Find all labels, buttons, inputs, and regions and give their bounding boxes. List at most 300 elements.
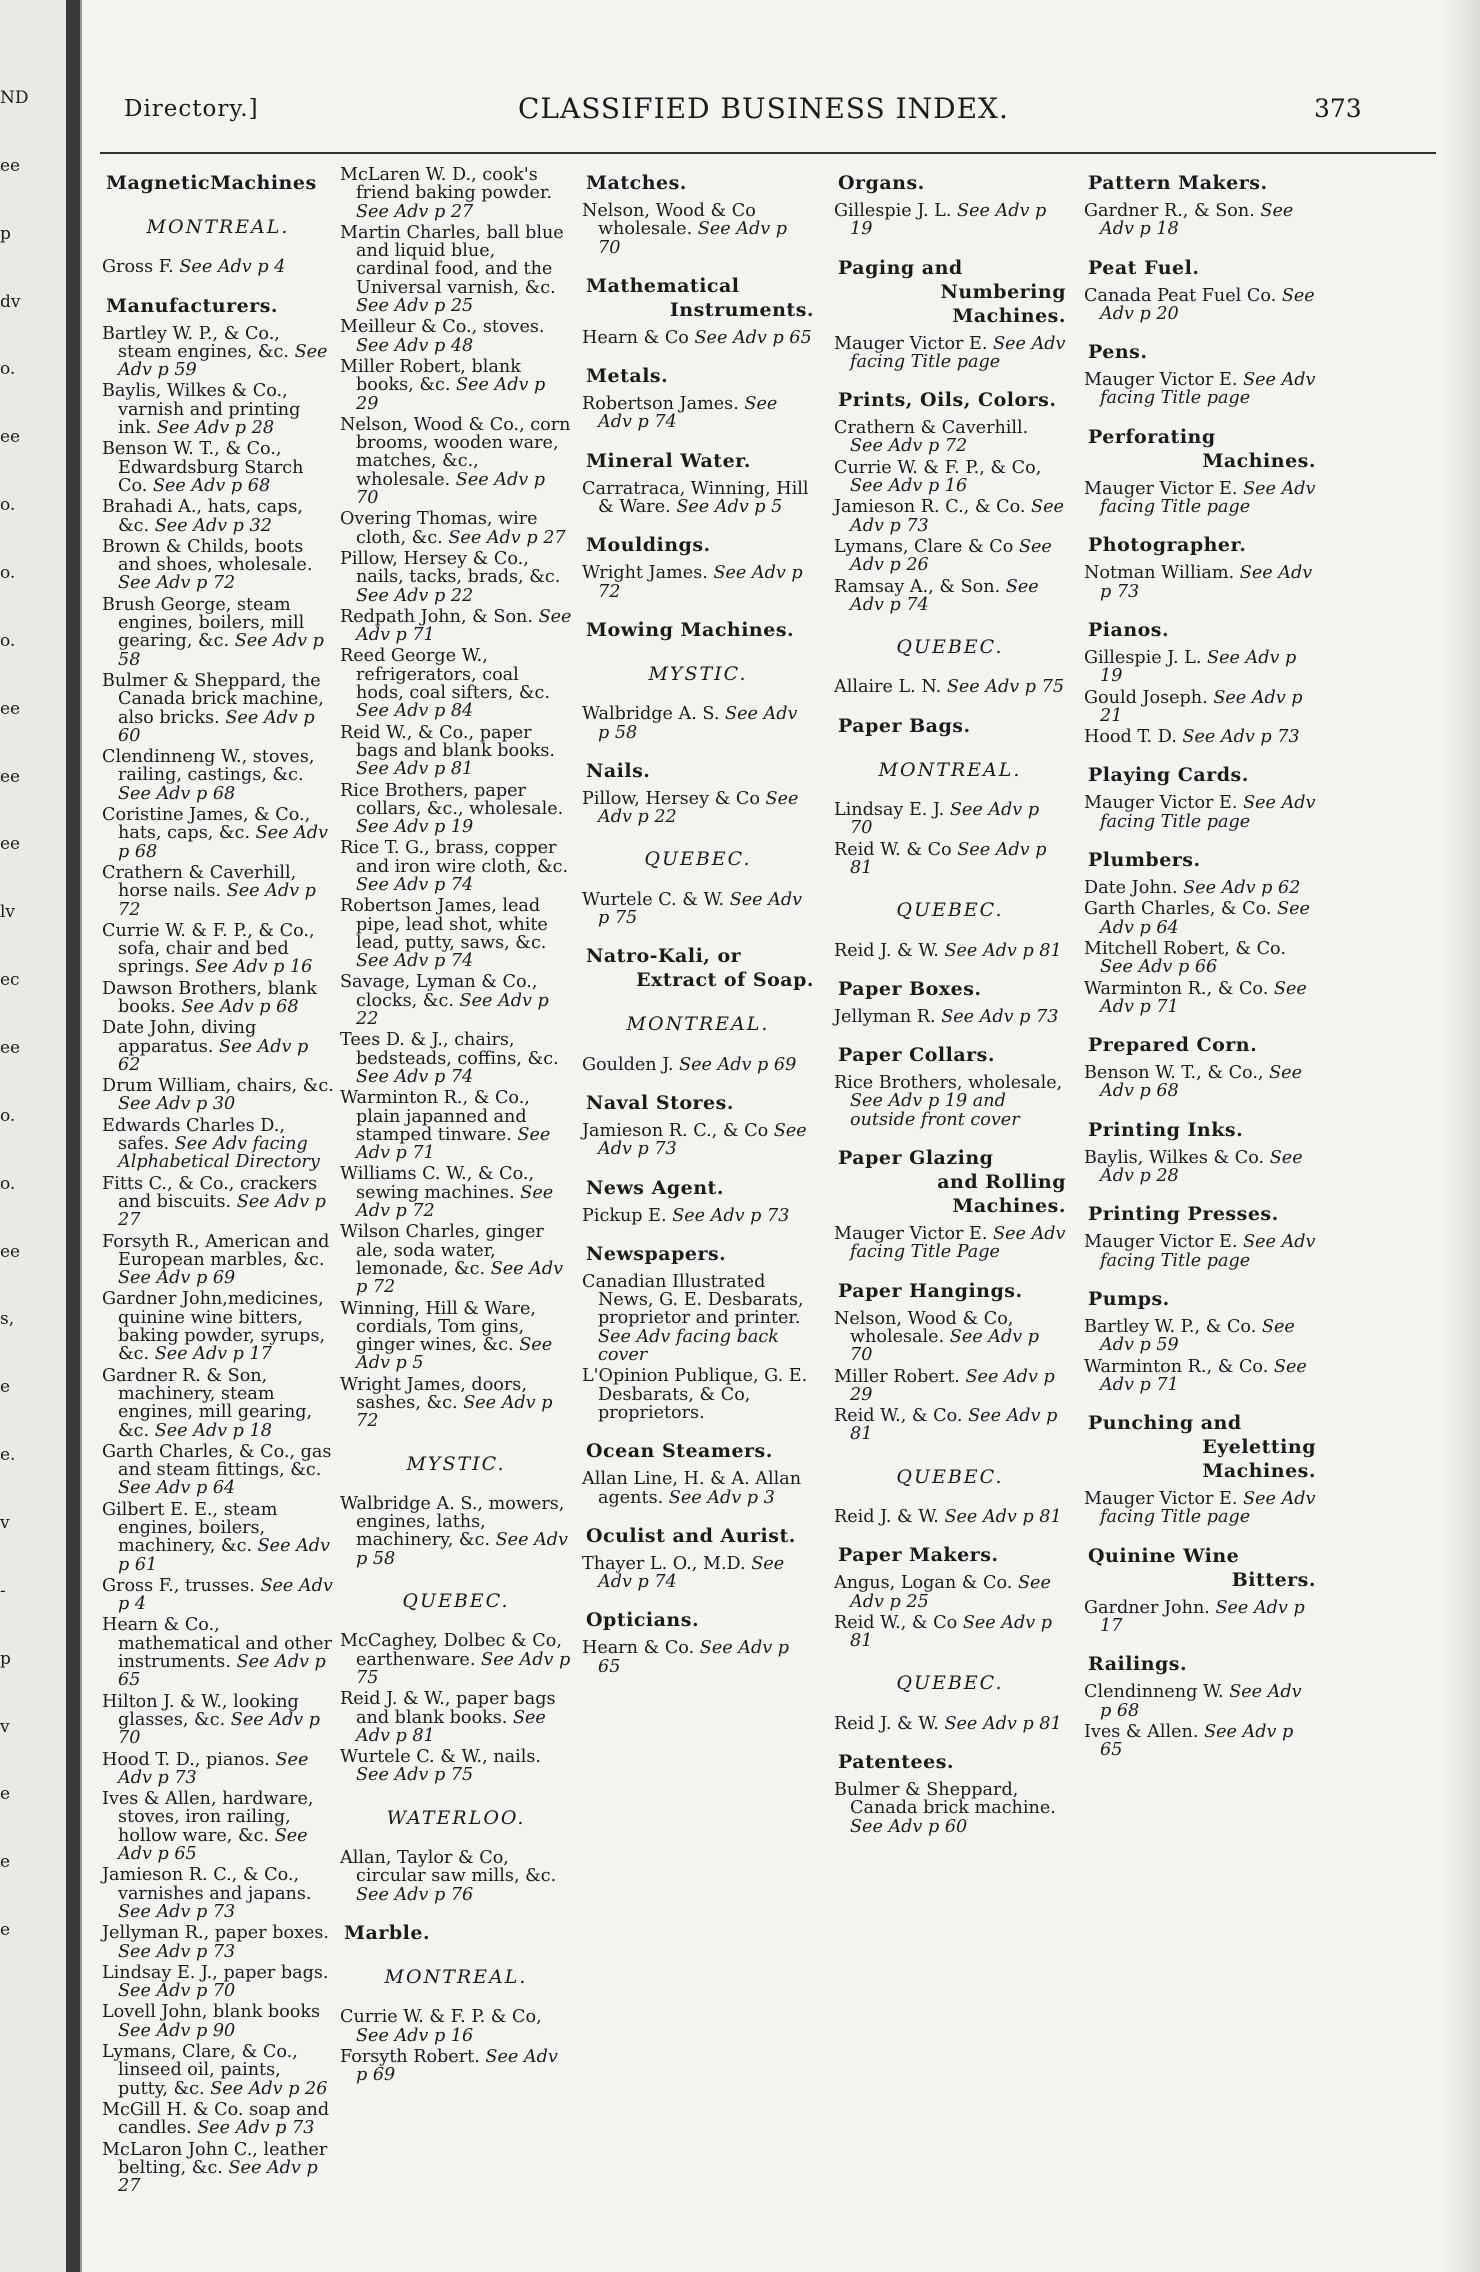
advert-reference: See Adv p 81 (850, 1612, 1053, 1652)
business-name: Canadian Illustrated News, G. E. Desbarats, proprietor and printer. (582, 1271, 804, 1329)
business-entry (340, 724, 572, 779)
business-name: Bartley W. P., & Co. (1084, 1316, 1257, 1337)
category-heading: Paper Collars. (838, 1044, 995, 1067)
advert-reference: See Adv p 73 (197, 2118, 315, 2139)
business-entry (340, 166, 572, 221)
category-heading: Oculist and Aurist. (586, 1524, 796, 1547)
previous-page-fragment: ee (0, 155, 21, 176)
category-heading: Manufacturers. (106, 294, 279, 317)
business-name: Brahadi A., hats, caps, &c. (102, 497, 303, 536)
business-name: Jellyman R., paper boxes. (102, 1923, 330, 1944)
business-name: Reed George W., refrigerators, coal hods, coal sifters, &c. (340, 646, 550, 704)
category-heading-continued: Machines. (1202, 1460, 1316, 1483)
business-name: Lymans, Clare, & Co., linseed oil, paints, putty, &c. (102, 2042, 298, 2099)
advert-reference: See Adv facing Title page (1100, 478, 1316, 518)
advert-reference: See Adv p 5 (356, 1335, 553, 1374)
city-subheading: WATERLOO. (386, 1806, 526, 1829)
business-name: Brown & Childs, boots and shoes, wholesale. (102, 536, 313, 576)
city-subheading: MONTREAL. (626, 1013, 770, 1036)
business-entry (102, 1290, 334, 1363)
previous-page-fragment: ee (0, 427, 21, 448)
business-name: Crathern & Caverhill. (834, 418, 1029, 439)
city-subheading: QUEBEC. (896, 636, 1004, 659)
business-name: Notman William. (1084, 563, 1235, 584)
category-heading: Ocean Steamers. (586, 1440, 773, 1463)
category-heading: Natro-Kali, or (586, 945, 742, 968)
business-entry (102, 2003, 334, 2040)
city-subheading: MONTREAL. (146, 216, 290, 238)
business-name: Robertson James, lead pipe, lead shot, white lead, putty, saws, &c. (340, 896, 548, 953)
business-entry (102, 1616, 334, 1689)
business-name: Mitchell Robert, & Co. (1084, 938, 1286, 959)
business-name: Mauger Victor E. (1084, 793, 1238, 814)
business-name: Mauger Victor E. (1084, 1232, 1238, 1253)
advert-reference: See Adv p 69 (679, 1054, 797, 1075)
advert-reference: See Adv p 61 (118, 1536, 331, 1575)
advert-reference: See Adv p 74 (356, 874, 474, 895)
business-entry (102, 980, 334, 1017)
advert-reference: See Adv p 22 (356, 585, 474, 606)
city-subheading: MONTREAL. (878, 758, 1022, 781)
business-entry (102, 1117, 334, 1172)
advert-reference: See Adv p 18 (154, 1420, 272, 1441)
advert-reference: See Adv p 70 (850, 800, 1040, 839)
category-heading: Paper Boxes. (838, 977, 982, 1000)
business-entry (102, 806, 334, 861)
business-entry (834, 1008, 1066, 1026)
business-entry (102, 922, 334, 977)
category-heading: Paper Glazing (838, 1147, 994, 1170)
business-name: Reid J. & W. (834, 1713, 939, 1734)
advert-reference: See Adv p 65 (598, 1638, 789, 1677)
advert-reference: See Adv facing Title page (850, 333, 1066, 372)
business-name: Drum William, chairs, &c. (102, 1076, 334, 1097)
business-entry (582, 1207, 814, 1225)
business-entry (102, 382, 334, 437)
advert-reference: See Adv p 60 (850, 1816, 968, 1837)
category-heading: Patentees. (838, 1751, 955, 1774)
business-entry (834, 1508, 1066, 1526)
business-entry (340, 1495, 572, 1568)
business-name: McLaren W. D., cook's friend baking powder. (340, 165, 553, 204)
business-entry (340, 782, 572, 837)
business-name: Reid W., & Co., paper bags and blank books. (340, 722, 556, 761)
city-subheading: MYSTIC. (648, 662, 748, 685)
business-name: Gardner R. & Son, machinery, steam engines, mill gearing, &c. (102, 1365, 313, 1441)
business-entry (1084, 1233, 1316, 1270)
previous-page-fragment: - (0, 1580, 6, 1601)
advert-reference: See Adv p 74 (356, 951, 474, 972)
business-entry (1084, 1683, 1316, 1720)
business-entry (102, 1233, 334, 1288)
business-name: Nelson, Wood & Co wholesale. (582, 201, 756, 240)
advert-reference: See Adv p 73 (118, 1901, 236, 1922)
business-name: Coristine James, & Co., hats, caps, &c. (102, 805, 311, 844)
previous-page-fragment: e. (0, 1445, 16, 1466)
business-entry (102, 1866, 334, 1921)
advert-reference: See Adv p 26 (210, 2078, 328, 2099)
business-entry (1084, 689, 1316, 726)
business-entry (582, 891, 814, 928)
advert-reference: See Adv p 69 (118, 1268, 236, 1289)
business-name: Gross F., trusses. (102, 1575, 255, 1596)
business-name: Clendinneng W., stoves, railing, castings, &c. (102, 747, 315, 786)
business-entry (340, 1089, 572, 1162)
category-heading: Pumps. (1088, 1287, 1170, 1310)
advert-reference: See Adv p 70 (356, 469, 545, 509)
advert-reference: See Adv p 25 (356, 296, 474, 317)
business-entry (102, 1019, 334, 1074)
business-name: Allan Line, H. & A. Allan agents. (582, 1469, 802, 1508)
page-gutter (66, 0, 80, 2272)
business-entry (340, 416, 572, 507)
category-heading: Mouldings. (586, 534, 711, 557)
page-edge-shadow (1442, 0, 1480, 2272)
advert-reference: See Adv p 68 (118, 783, 236, 804)
business-entry (834, 1310, 1066, 1365)
business-name: Ives & Allen. (1084, 1721, 1199, 1742)
advert-reference: See Adv p 25 (850, 1573, 1051, 1612)
business-name: Warminton R., & Co. (1084, 1356, 1269, 1377)
business-entry (834, 419, 1066, 456)
business-entry (834, 335, 1066, 372)
business-name: Miller Robert, blank books, &c. (340, 356, 521, 396)
category-heading-continued: and Rolling (937, 1171, 1066, 1194)
business-name: Lymans, Clare & Co (834, 536, 1014, 557)
category-heading: Photographer. (1088, 534, 1247, 557)
business-name: Mauger Victor E. (1084, 1489, 1238, 1510)
business-entry (1084, 1599, 1316, 1636)
previous-page-fragment: o. (0, 1105, 16, 1126)
category-heading: Mowing Machines. (586, 618, 795, 641)
index-column-1 (102, 166, 334, 2198)
category-heading: Paper Bags. (838, 714, 971, 737)
previous-page-fragment: ND (0, 88, 29, 108)
business-entry (834, 1614, 1066, 1651)
advert-reference: See Adv p 16 (850, 476, 968, 497)
category-heading-continued: Extract of Soap. (636, 969, 814, 992)
business-name: Mauger Victor E. (1084, 478, 1238, 499)
advert-reference: See Adv p 65 (694, 327, 812, 348)
previous-page-fragment: o. (0, 1173, 16, 1194)
business-entry (102, 1501, 334, 1574)
business-entry (102, 2101, 334, 2138)
category-heading-continued: Eyeletting (1202, 1436, 1316, 1459)
city-subheading: QUEBEC. (896, 1672, 1004, 1695)
business-entry (340, 973, 572, 1028)
business-name: Lovell John, blank books (102, 2002, 321, 2023)
business-entry (340, 2008, 572, 2045)
advert-reference: See Adv p 27 (118, 2157, 318, 2197)
advert-reference: See Adv p 4 (179, 257, 286, 278)
advert-reference: See Adv facing Title page (1100, 370, 1316, 409)
category-heading: Pattern Makers. (1088, 172, 1268, 194)
page-title: CLASSIFIED BUSINESS INDEX. (518, 92, 1009, 125)
business-entry (1084, 1490, 1316, 1527)
advert-reference: See Adv p 73 (118, 1749, 309, 1788)
category-heading: Newspapers. (586, 1242, 727, 1265)
business-entry (340, 647, 572, 720)
business-entry (102, 538, 334, 593)
previous-page-fragment: ee (0, 1038, 21, 1058)
business-name: Walbridge A. S. (582, 704, 720, 725)
business-name: McGill H. & Co. soap and candles. (102, 2099, 330, 2139)
category-heading: Paper Hangings. (838, 1279, 1023, 1302)
business-name: Ives & Allen, hardware, stoves, iron railing, hollow ware, &c. (102, 1789, 314, 1846)
advert-reference: See Adv p 17 (154, 1344, 272, 1365)
advert-reference: See Adv p 64 (1100, 899, 1310, 938)
business-name: Pillow, Hersey & Co (582, 788, 760, 809)
business-entry (582, 1367, 814, 1422)
business-name: Date John, diving apparatus. (102, 1018, 257, 1057)
advert-reference: See Adv p 74 (850, 576, 1039, 615)
business-entry (1084, 371, 1316, 408)
advert-reference: See Adv p 19 and outside front cover (850, 1091, 1020, 1130)
index-column-3 (582, 166, 814, 1679)
category-heading: Plumbers. (1088, 849, 1201, 872)
business-entry (582, 202, 814, 257)
business-name: Brush George, steam engines, boilers, mill gearing, &c. (102, 594, 305, 652)
advert-reference: See Adv p 81 (850, 839, 1047, 878)
previous-page-edge (0, 0, 66, 2272)
advert-reference: See Adv p 16 (195, 957, 313, 978)
page-number: 373 (1314, 94, 1362, 123)
business-name: Garth Charles, & Co., gas and steam fittings, &c. (102, 1441, 332, 1481)
business-name: Gross F. (102, 257, 174, 278)
business-entry (102, 1175, 334, 1230)
business-entry (102, 1790, 334, 1863)
business-entry (1084, 900, 1316, 937)
business-name: Rice Brothers, paper collars, &c., wholesale. (340, 780, 564, 819)
business-entry (102, 440, 334, 495)
index-column-5 (1084, 166, 1316, 1762)
business-entry (1084, 1723, 1316, 1760)
previous-page-fragment: o. (0, 359, 16, 380)
advert-reference: See Adv p 81 (944, 1506, 1062, 1527)
business-entry (102, 1077, 334, 1114)
business-name: Allan, Taylor & Co, circular saw mills, &c. (340, 1848, 557, 1887)
advert-reference: See Adv p 18 (1100, 201, 1294, 240)
previous-page-fragment: lv (0, 902, 16, 923)
business-name: Fitts C., & Co., crackers and biscuits. (102, 1173, 318, 1212)
advert-reference: See Adv p 27 (118, 1191, 326, 1231)
business-entry (1084, 1064, 1316, 1101)
category-heading: Marble. (344, 1921, 431, 1944)
previous-page-fragment: ee (0, 698, 21, 719)
business-name: Jamieson R. C., & Co (582, 1120, 769, 1141)
business-entry (1084, 980, 1316, 1017)
previous-page-fragment: ee (0, 834, 21, 855)
business-name: Williams C. W., & Co., sewing machines. (340, 1164, 535, 1203)
business-entry (340, 1849, 572, 1904)
advert-reference: See Adv p 72 (850, 436, 968, 457)
index-column-2 (340, 166, 572, 2087)
previous-page-fragment: ee (0, 1241, 21, 1262)
advert-reference: See Adv facing Title page (1100, 793, 1316, 832)
business-entry (834, 1715, 1066, 1733)
business-name: Walbridge A. S., mowers, engines, laths, machinery, &c. (340, 1493, 565, 1551)
business-name: Currie W. & F. P. & Co, (340, 2007, 542, 2028)
category-heading: Peat Fuel. (1088, 256, 1200, 279)
directory-page (80, 0, 1480, 2272)
business-entry (340, 1165, 572, 1220)
business-name: Gardner John. (1084, 1597, 1210, 1618)
advert-reference: See Adv p 5 (676, 497, 783, 518)
index-column-4 (834, 166, 1066, 1839)
category-heading: Printing Presses. (1088, 1203, 1279, 1226)
previous-page-fragment: e (0, 1852, 11, 1873)
business-name: Overing Thomas, wire cloth, &c. (340, 509, 538, 548)
business-entry (340, 318, 572, 355)
business-entry (582, 395, 814, 432)
advert-reference: See Adv p 73 (1100, 563, 1313, 602)
category-heading: Paper Makers. (838, 1544, 999, 1567)
business-name: Goulden J. (582, 1054, 674, 1075)
advert-reference: See Adv p 70 (850, 1326, 1039, 1366)
advert-reference: See Adv p 72 (356, 1182, 554, 1222)
business-entry (1084, 1358, 1316, 1395)
business-entry (582, 705, 814, 742)
advert-reference: See Adv p 3 (668, 1487, 775, 1508)
advert-reference: See Adv p 59 (1100, 1316, 1295, 1356)
business-entry (340, 2048, 572, 2085)
previous-page-fragment: p (0, 1648, 11, 1669)
category-heading: Pianos. (1088, 618, 1170, 641)
advert-reference: See Adv p 20 (1100, 285, 1315, 324)
advert-reference: See Adv p 65 (1100, 1721, 1294, 1761)
advert-reference: See Adv p 62 (1183, 878, 1301, 899)
business-entry (340, 608, 572, 645)
business-name: Forsyth Robert. (340, 2046, 480, 2067)
business-name: Meilleur & Co., stoves. (340, 317, 545, 338)
business-entry (582, 564, 814, 601)
advert-reference: See Adv facing Title page (1100, 1232, 1316, 1271)
business-name: Reid J. & W. (834, 940, 939, 961)
business-entry (834, 1225, 1066, 1262)
business-name: Angus, Logan & Co. (834, 1573, 1013, 1594)
advert-reference: See Adv p 28 (156, 418, 275, 439)
business-name: Clendinneng W. (1084, 1682, 1224, 1703)
business-name: Bulmer & Sheppard, the Canada brick machine, also bricks. (102, 670, 324, 728)
business-name: McLaron John C., leather belting, &c. (102, 2139, 328, 2178)
advert-reference: See Adv p 60 (118, 707, 315, 746)
category-heading: Naval Stores. (586, 1091, 734, 1114)
business-name: Garth Charles, & Co. (1084, 899, 1272, 920)
advert-reference: See Adv p 32 (154, 515, 272, 536)
business-name: Hood T. D. (1084, 727, 1177, 748)
business-entry (340, 839, 572, 894)
business-name: Reid W., & Co (834, 1612, 958, 1633)
advert-reference: See Adv p 21 (1100, 687, 1303, 726)
category-heading: Metals. (586, 365, 669, 388)
business-name: Hood T. D., pianos. (102, 1749, 270, 1770)
previous-page-fragment: o. (0, 630, 16, 651)
advert-reference: See Adv p 81 (850, 1406, 1058, 1445)
business-name: L'Opinion Publique, G. E. Desbarats, & Co, proprietors. (582, 1366, 808, 1423)
business-name: Bartley W. P., & Co., steam engines, &c. (102, 323, 289, 362)
advert-reference: See Adv p 68 (1100, 1063, 1303, 1102)
previous-page-fragment: e (0, 1377, 11, 1398)
advert-reference: See Adv p 75 (598, 889, 803, 929)
business-name: Lindsay E. J. (834, 800, 945, 821)
business-entry (102, 748, 334, 803)
business-name: Warminton R., & Co., plain japanned and stamped tinware. (340, 1088, 530, 1145)
advert-reference: See Adv p 74 (598, 1553, 785, 1593)
business-name: Nelson, Wood & Co., corn brooms, wooden ware, matches, &c., wholesale. (340, 414, 571, 490)
business-name: Benson W. T., & Co., Edwardsburg Starch Co. (102, 439, 304, 496)
business-name: Wright James, doors, sashes, &c. (340, 1374, 527, 1413)
business-entry (834, 841, 1066, 878)
business-entry (582, 329, 814, 347)
advert-reference: See Adv p 73 (1182, 727, 1300, 748)
business-name: Forsyth R., American and European marbles, &c. (102, 1231, 330, 1270)
advert-reference: See Adv p 68 (118, 823, 329, 862)
business-name: Robertson James. (582, 394, 739, 415)
business-name: Gillespie J. L. (834, 201, 952, 221)
business-name: Jamieson R. C., & Co. (834, 497, 1026, 518)
advert-reference: See Adv p 81 (356, 1707, 546, 1746)
advert-reference: See Adv p 70 (118, 1981, 236, 2002)
advert-reference: See Adv p 65 (118, 1825, 308, 1865)
business-entry (1084, 202, 1316, 239)
business-name: Wurtele C. & W. (582, 889, 725, 910)
category-heading: Printing Inks. (1088, 1118, 1244, 1141)
advert-reference: See Adv p 26 (850, 536, 1052, 576)
advert-reference: See Adv p 58 (118, 631, 324, 670)
business-name: Dawson Brothers, blank books. (102, 978, 317, 1017)
advert-reference: See Adv p 73 (941, 1006, 1059, 1027)
business-entry (834, 942, 1066, 960)
category-heading: News Agent. (586, 1176, 724, 1199)
business-entry (340, 510, 572, 547)
business-entry (1084, 940, 1316, 977)
category-heading: Paging and (838, 256, 963, 279)
category-heading: Prints, Oils, Colors. (838, 389, 1057, 412)
business-name: Edwards Charles D., safes. (102, 1115, 285, 1155)
advert-reference: See Adv p 74 (598, 394, 778, 433)
category-heading-continued: Bitters. (1231, 1568, 1316, 1591)
previous-page-fragment: s, (0, 1309, 15, 1330)
business-entry (102, 1367, 334, 1440)
business-entry (834, 1407, 1066, 1444)
business-entry (102, 1443, 334, 1498)
business-name: Baylis, Wilkes & Co. (1084, 1147, 1265, 1168)
advert-reference: See Adv p 4 (118, 1575, 333, 1615)
business-name: Pillow, Hersey & Co., nails, tacks, brads, &c. (340, 548, 561, 588)
business-name: Gould Joseph. (1084, 687, 1208, 708)
business-entry (834, 801, 1066, 838)
business-name: McCaghey, Dolbec & Co, earthenware. (340, 1631, 562, 1670)
business-entry (102, 1964, 334, 2001)
business-name: Ramsay A., & Son. (834, 576, 1001, 597)
city-subheading: MYSTIC. (406, 1452, 506, 1475)
advert-reference: See Adv p 73 (598, 1120, 807, 1160)
business-name: Reid W., & Co. (834, 1406, 963, 1427)
business-entry (834, 678, 1066, 696)
category-heading: Playing Cards. (1088, 764, 1249, 787)
category-heading: Organs. (838, 172, 925, 194)
business-name: Mauger Victor E. (1084, 370, 1238, 391)
previous-page-fragment: dv (0, 291, 21, 312)
advert-reference: See Adv p 81 (356, 759, 474, 780)
city-subheading: QUEBEC. (644, 848, 752, 871)
previous-page-fragment: p (0, 223, 11, 244)
previous-page-fragment: o. (0, 563, 16, 583)
business-name: Jellyman R. (834, 1006, 936, 1027)
advert-reference: See Adv p 58 (598, 704, 798, 743)
business-entry (834, 459, 1066, 496)
business-entry (340, 897, 572, 970)
